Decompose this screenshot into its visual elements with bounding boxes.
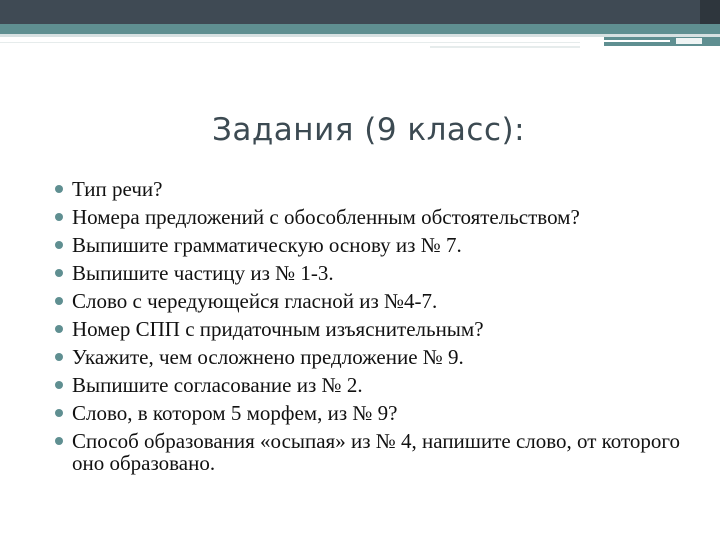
list-item xyxy=(52,402,692,424)
task-text: Выпишите частицу из № 1-3. xyxy=(72,261,334,285)
bullet-icon xyxy=(55,269,63,277)
task-list xyxy=(52,178,692,480)
list-item xyxy=(52,178,692,200)
list-item xyxy=(52,318,692,340)
task-text: Номера предложений с обособленным обстоятельством? xyxy=(72,205,580,229)
task-text: Выпишите согласование из № 2. xyxy=(72,373,363,397)
bullet-icon xyxy=(55,297,63,305)
list-item xyxy=(52,290,692,312)
task-text: Слово, в котором 5 морфем, из № 9? xyxy=(72,401,398,425)
bullet-icon xyxy=(55,437,63,445)
bullet-icon xyxy=(55,381,63,389)
bullet-icon xyxy=(55,241,63,249)
list-item xyxy=(52,346,692,368)
task-text: Укажите, чем осложнено предложение № 9. xyxy=(72,345,464,369)
bullet-icon xyxy=(55,185,63,193)
bullet-icon xyxy=(55,213,63,221)
list-item xyxy=(52,234,692,256)
header-divider-line xyxy=(0,42,580,43)
header-accent-line-short xyxy=(430,46,580,48)
list-item xyxy=(52,374,692,396)
header-band-light xyxy=(0,34,720,37)
header-accent-mark xyxy=(676,38,702,44)
task-text: Выпишите грамматическую основу из № 7. xyxy=(72,233,462,257)
task-text: Тип речи? xyxy=(72,177,163,201)
header-band-right-dark xyxy=(700,0,720,24)
task-text: Номер СПП с придаточным изъяснительным? xyxy=(72,317,484,341)
header-band-dark xyxy=(0,0,720,24)
task-text: Способ образования «осыпая» из № 4, напишите слово, от которого оно образовано. xyxy=(72,429,681,475)
task-text: Слово с чередующейся гласной из №4-7. xyxy=(72,289,438,313)
header-accent-line xyxy=(430,40,670,42)
bullet-icon xyxy=(55,353,63,361)
list-item xyxy=(52,262,692,284)
list-item xyxy=(52,206,692,228)
bullet-icon xyxy=(55,325,63,333)
slide-title: Задания (9 класс): xyxy=(212,112,526,148)
list-item xyxy=(52,430,692,474)
bullet-icon xyxy=(55,409,63,417)
